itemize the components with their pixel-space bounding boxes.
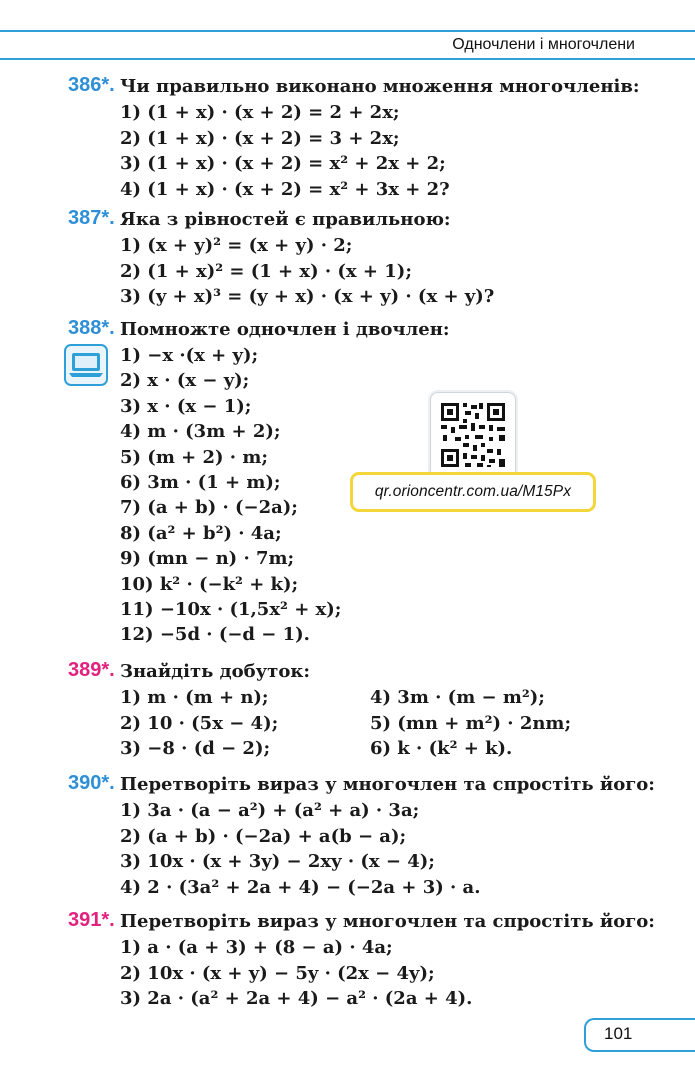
exercise-number: 391*.: [68, 909, 115, 931]
exercise-item: 10) k² · (−k² + k);: [120, 573, 299, 595]
exercise-item: 2) (1 + x)² = (1 + x) · (x + 1);: [120, 260, 412, 282]
exercise-item: 6) 3m · (1 + m);: [120, 472, 281, 494]
exercise-item: 5) (mn + m²) · 2nm;: [370, 712, 572, 734]
exercise-item: 1) 3a · (a − a²) + (a² + a) · 3a;: [120, 800, 420, 821]
exercise-item: 3) x · (x − 1);: [120, 395, 252, 417]
exercise-column-right: [370, 685, 571, 762]
exercise-item: 2) 10 · (5x − 4);: [120, 712, 279, 734]
exercise-item: 2) x · (x − y);: [120, 370, 250, 392]
exercise-number: 389*.: [68, 659, 115, 681]
exercise-item: 4) (1 + x) · (x + 2) = x² + 3x + 2?: [120, 178, 450, 200]
exercise-number: 390*.: [68, 772, 115, 794]
exercise-item: 12) −5d · (−d − 1).: [120, 624, 310, 646]
exercise-item: 2) (a + b) · (−2a) + a(b − a);: [120, 825, 407, 847]
exercise-number: 386*.: [68, 74, 115, 96]
exercise-columns: [120, 685, 640, 762]
laptop-icon-graphic: [66, 346, 106, 384]
exercise-number: 387*.: [68, 207, 115, 229]
page-section-title: Одночлени і многочлени: [452, 36, 635, 53]
exercise-item: 1) (x + y)² = (x + y) · 2;: [120, 235, 353, 256]
exercise-title: Перетворіть вираз у многочлен та спростіть його:: [120, 911, 655, 932]
exercise-item: 6) k · (k² + k).: [370, 738, 513, 759]
qr-link[interactable]: qr.orioncentr.com.ua/M15Px: [350, 472, 596, 512]
exercise-item: 3) (y + x)³ = (y + x) · (x + y) · (x + y)?: [120, 286, 495, 307]
exercise-item: 1) (1 + x) · (x + 2) = 2 + 2x;: [120, 102, 400, 123]
qr-code[interactable]: [430, 392, 516, 478]
exercise-item: 2) (1 + x) · (x + 2) = 3 + 2x;: [120, 127, 400, 149]
exercise-item: 4) 3m · (m − m²);: [370, 687, 545, 708]
page-number: 101: [604, 1024, 633, 1043]
exercise-item: 11) −10x · (1,5x² + x);: [120, 599, 342, 621]
exercise-item: 7) (a + b) · (−2a);: [120, 497, 298, 519]
exercise-item: 3) −8 · (d − 2);: [120, 738, 271, 759]
exercise-item: 4) 2 · (3a² + 2a + 4) − (−2a + 3) · a.: [120, 876, 481, 898]
exercise-title: Знайдіть добуток:: [120, 661, 310, 682]
exercise-title: Помножте одночлен і двочлен:: [120, 319, 450, 340]
exercise-item: 4) m · (3m + 2);: [120, 421, 281, 443]
exercise-item: 2) 10x · (x + y) − 5y · (2x − 4y);: [120, 962, 435, 984]
exercise-item: 1) a · (a + 3) + (8 − a) · 4a;: [120, 937, 393, 958]
exercise-item: 8) (a² + b²) · 4a;: [120, 522, 282, 544]
exercise-item: 1) −x ·(x + y);: [120, 345, 259, 366]
exercise-item: 3) 10x · (x + 3y) − 2xy · (x − 4);: [120, 851, 435, 872]
qr-code-icon: [431, 393, 515, 477]
exercise-item: 1) m · (m + n);: [120, 687, 269, 708]
exercise-item: 5) (m + 2) · m;: [120, 446, 269, 468]
laptop-icon[interactable]: [64, 344, 108, 386]
exercise-title: Яка з рівностей є правильною:: [120, 209, 451, 230]
exercise-item: 3) (1 + x) · (x + 2) = x² + 2x + 2;: [120, 153, 446, 174]
exercise-item: 3) 2a · (a² + 2a + 4) − a² · (2a + 4).: [120, 988, 473, 1009]
exercise-title: Перетворіть вираз у многочлен та спростіть його:: [120, 774, 655, 795]
exercise-title: Чи правильно виконано множення многочленів:: [120, 76, 640, 97]
page-number-tab: [584, 1018, 695, 1052]
exercise-number: 388*.: [68, 317, 115, 339]
exercise-item: 9) (mn − n) · 7m;: [120, 548, 295, 570]
